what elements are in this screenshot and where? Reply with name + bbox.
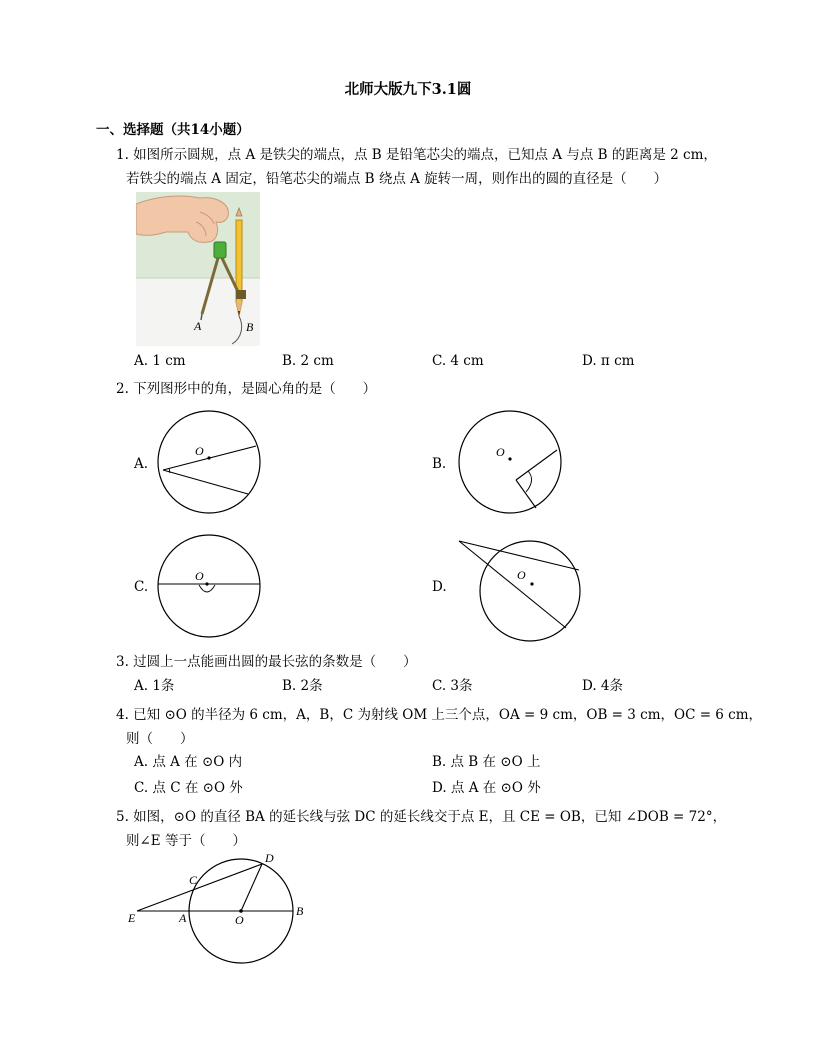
pencil-clamp	[236, 290, 246, 299]
q1-option-b[interactable]: B. 2 cm	[282, 353, 334, 369]
q1-option-a[interactable]: A. 1 cm	[134, 353, 186, 369]
page-title: 北师大版九下3.1圆	[344, 81, 472, 98]
q4-option-c[interactable]: C. 点 C 在 ⊙O 外	[134, 780, 243, 796]
q1-option-c[interactable]: C. 4 cm	[432, 353, 484, 369]
q5-label-c: C	[189, 873, 198, 887]
q2-figure-d[interactable]	[456, 538, 584, 644]
q3-option-b[interactable]: B. 2条	[282, 678, 323, 694]
q5-stem-line2: 则∠E 等于（ ）	[126, 833, 246, 849]
q2-option-c-label[interactable]: C.	[134, 579, 149, 595]
q2-stem: 2. 下列图形中的角，是圆心角的是（ ）	[116, 381, 377, 397]
q2-d-center-label: O	[517, 568, 526, 582]
q1-compass-figure	[136, 192, 260, 346]
q2-option-d-label[interactable]: D.	[432, 579, 447, 595]
pencil-icon	[236, 220, 242, 316]
q5-label-e: E	[128, 911, 136, 925]
compass-head-icon	[214, 242, 226, 258]
q5-label-o: O	[235, 913, 244, 927]
q2-figure-a[interactable]	[155, 410, 267, 514]
q4-stem-line1: 4. 已知 ⊙O 的半径为 6 cm，A，B，C 为射线 OM 上三个点，OA = 9 cm，OB = 3 cm，OC = 6 cm，	[116, 707, 763, 723]
q5-stem-line1: 5. 如图，⊙O 的直径 BA 的延长线与弦 DC 的延长线交于点 E，且 CE = OB，已知 ∠DOB = 72°，	[116, 809, 727, 825]
q3-option-a[interactable]: A. 1条	[134, 678, 175, 694]
q1-label-a: A	[194, 319, 202, 333]
q2-a-center-label: O	[195, 444, 204, 458]
q1-option-d[interactable]: D. π cm	[582, 353, 635, 369]
q2-option-b-label[interactable]: B.	[432, 456, 447, 472]
section-heading: 一、选择题（共14小题）	[96, 122, 250, 138]
q2-b-center-label: O	[496, 445, 505, 459]
q4-stem-line2: 则（ ）	[126, 731, 194, 747]
q5-label-b: B	[296, 904, 304, 918]
q4-option-b[interactable]: B. 点 B 在 ⊙O 上	[432, 754, 541, 770]
q3-option-c[interactable]: C. 3条	[432, 678, 473, 694]
q2-option-a-label[interactable]: A.	[134, 456, 149, 472]
q1-stem-line1: 1. 如图所示圆规，点 A 是铁尖的端点，点 B 是铅笔芯尖的端点，已知点 A 与点 B 的距离是 2 cm，	[116, 147, 717, 163]
q3-stem: 3. 过圆上一点能画出圆的最长弦的条数是（ ）	[116, 654, 417, 670]
q2-figure-b[interactable]	[456, 410, 568, 514]
q3-option-d[interactable]: D. 4条	[582, 678, 624, 694]
q2-figure-c[interactable]	[155, 533, 267, 639]
q5-figure	[120, 848, 320, 966]
q4-option-a[interactable]: A. 点 A 在 ⊙O 内	[134, 754, 243, 770]
q5-label-a: A	[179, 911, 187, 925]
q5-line-ed	[137, 864, 262, 911]
q4-option-d[interactable]: D. 点 A 在 ⊙O 外	[432, 780, 541, 796]
q5-label-d: D	[265, 851, 274, 865]
q1-stem-line2: 若铁尖的端点 A 固定，铅笔芯尖的端点 B 绕点 A 旋转一周，则作出的圆的直径是（ ）	[126, 171, 668, 187]
q1-label-b: B	[246, 320, 254, 334]
q2-c-center-label: O	[195, 569, 204, 583]
